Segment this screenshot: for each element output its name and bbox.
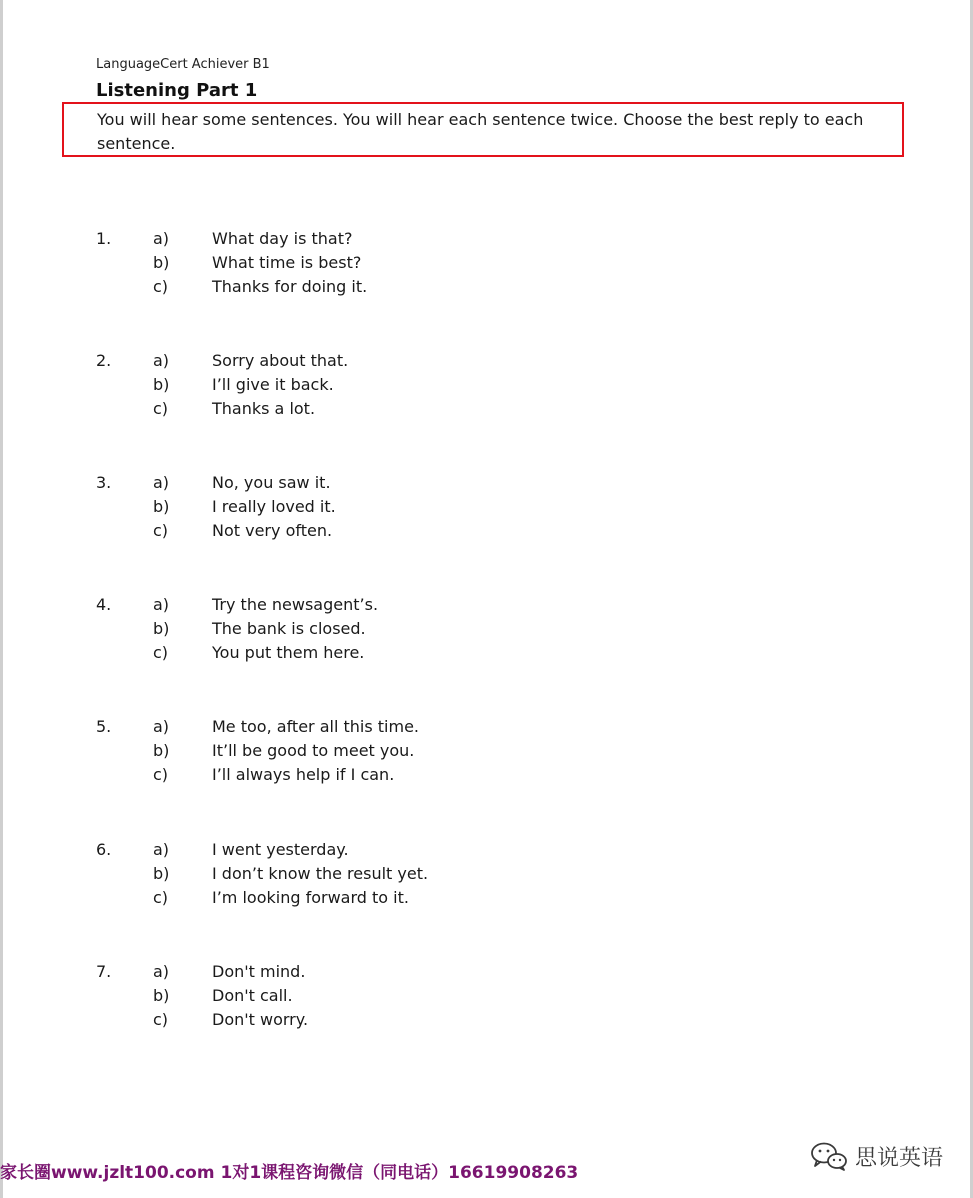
- option-text: It’ll be good to meet you.: [212, 741, 415, 760]
- option-letter: b): [153, 497, 170, 516]
- option-text: You put them here.: [212, 643, 365, 662]
- option-text: I went yesterday.: [212, 840, 349, 859]
- option-text: I’ll always help if I can.: [212, 765, 395, 784]
- question-number: 1.: [96, 229, 112, 248]
- option-letter: a): [153, 840, 170, 859]
- document-header: LanguageCert Achiever B1: [96, 57, 270, 72]
- option-text: I don’t know the result yet.: [212, 864, 429, 883]
- option-letter: c): [153, 521, 169, 540]
- option-a: [96, 717, 696, 741]
- option-text: Thanks a lot.: [212, 399, 316, 418]
- option-text: No, you saw it.: [212, 473, 331, 492]
- option-a: [96, 229, 696, 253]
- option-c: [96, 765, 696, 789]
- option-letter: b): [153, 741, 170, 760]
- option-c: [96, 888, 696, 912]
- brand-mark: [809, 1140, 943, 1172]
- option-text: Thanks for doing it.: [212, 277, 368, 296]
- option-c: [96, 277, 696, 301]
- option-b: [96, 986, 696, 1010]
- option-letter: a): [153, 962, 170, 981]
- question-number: 6.: [96, 840, 112, 859]
- option-letter: c): [153, 643, 169, 662]
- option-c: [96, 643, 696, 667]
- option-letter: b): [153, 375, 170, 394]
- option-letter: c): [153, 277, 169, 296]
- option-letter: b): [153, 619, 170, 638]
- option-letter: c): [153, 399, 169, 418]
- question-number: 7.: [96, 962, 112, 981]
- option-b: [96, 497, 696, 521]
- option-b: [96, 375, 696, 399]
- option-text: Me too, after all this time.: [212, 717, 419, 736]
- question-number: 2.: [96, 351, 112, 370]
- option-c: [96, 521, 696, 545]
- option-b: [96, 619, 696, 643]
- option-text: Don't mind.: [212, 962, 306, 981]
- option-text: What time is best?: [212, 253, 362, 272]
- option-b: [96, 253, 696, 277]
- option-c: [96, 399, 696, 423]
- question-number: 3.: [96, 473, 112, 492]
- option-text: I really loved it.: [212, 497, 336, 516]
- option-text: Don't call.: [212, 986, 293, 1005]
- option-letter: b): [153, 253, 170, 272]
- option-a: [96, 840, 696, 864]
- page-title: Listening Part 1: [96, 80, 258, 101]
- option-letter: c): [153, 765, 169, 784]
- instructions-highlight-box: [62, 102, 904, 157]
- option-letter: a): [153, 473, 170, 492]
- question-number: 5.: [96, 717, 112, 736]
- option-text: Sorry about that.: [212, 351, 349, 370]
- option-letter: a): [153, 595, 170, 614]
- option-a: [96, 962, 696, 986]
- option-text: I’m looking forward to it.: [212, 888, 409, 907]
- option-letter: c): [153, 888, 169, 907]
- option-c: [96, 1010, 696, 1034]
- option-letter: a): [153, 351, 170, 370]
- wechat-icon: [809, 1140, 849, 1172]
- option-letter: b): [153, 864, 170, 883]
- option-a: [96, 351, 696, 375]
- option-text: The bank is closed.: [212, 619, 366, 638]
- option-a: [96, 595, 696, 619]
- instructions-text: You will hear some sentences. You will hear each sentence twice. Choose the best reply to each sentence.: [97, 110, 864, 153]
- footer-watermark: 家长圈www.jzlt100.com 1对1课程咨询微信（同电话）16619908263: [0, 1163, 579, 1183]
- option-letter: a): [153, 229, 170, 248]
- option-text: Don't worry.: [212, 1010, 309, 1029]
- option-a: [96, 473, 696, 497]
- option-letter: a): [153, 717, 170, 736]
- option-b: [96, 864, 696, 888]
- option-text: Try the newsagent’s.: [212, 595, 379, 614]
- option-b: [96, 741, 696, 765]
- option-text: What day is that?: [212, 229, 353, 248]
- page-edge-left: [0, 0, 3, 1198]
- option-text: Not very often.: [212, 521, 333, 540]
- option-letter: b): [153, 986, 170, 1005]
- option-text: I’ll give it back.: [212, 375, 334, 394]
- question-number: 4.: [96, 595, 112, 614]
- option-letter: c): [153, 1010, 169, 1029]
- brand-name: 思说英语: [854, 1145, 943, 1171]
